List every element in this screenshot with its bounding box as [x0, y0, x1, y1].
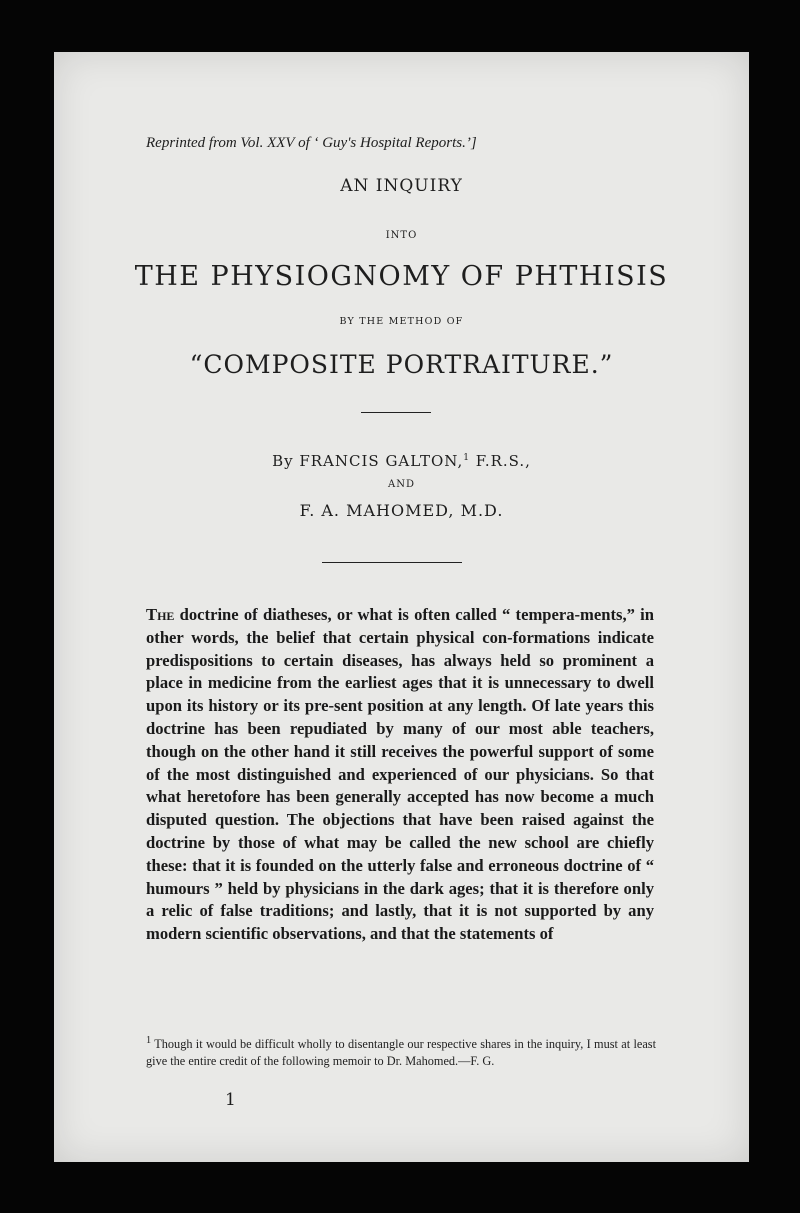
- and-word: AND: [388, 479, 415, 490]
- body-first-word: The: [146, 605, 175, 624]
- reprint-note: Reprinted from Vol. XXV of ‘ Guy's Hospital Reports.’]: [146, 135, 477, 151]
- footnote-text: Though it would be difficult wholly to disentangle our respective shares in the inquiry, I must at least give the entire credit of the following memoir to Dr. Mahomed.—F. G.: [146, 1037, 656, 1069]
- author-divider: [322, 562, 462, 563]
- author-mahomed: F. A. MAHOMED, M.D.: [299, 501, 504, 520]
- title-divider: [361, 412, 431, 413]
- author-galton-suffix: F.R.S.,: [469, 452, 531, 470]
- page-number: 1: [225, 1090, 236, 1110]
- body-paragraph: [146, 604, 654, 946]
- author-line-1: [54, 452, 749, 470]
- footnote-mark: 1: [146, 1035, 152, 1046]
- title-into: INTO: [385, 230, 418, 241]
- title-an-inquiry: AN INQUIRY: [340, 176, 463, 196]
- title-composite-portraiture: “COMPOSITE PORTRAITURE.”: [189, 350, 614, 379]
- body-text: doctrine of diatheses, or what is often called “ tempera-ments,” in other words, the belief that certain physical con-formations indicate predispositions to certain diseases, has always held so prominent a place in medicine from the earliest ages that it is unnecessary to dwell upon its history or its pre-sent position at any length. Of late years this doctrine has been repudiated by many of our most able teachers, though on the other hand it still receives the powerful support of some of the most distinguished and experienced of our physicians. So that what heretofore has been generally accepted has now become a much disputed question. The objections that have been raised against the doctrine by those of what may be called the new school are chiefly these: that it is founded on the utterly false and erroneous doctrine of “ humours ” held by physicians in the dark ages; that it is therefore only a relic of false traditions; and lastly, that it is not supported by any modern scientific observations, and that the statements of: [146, 605, 654, 944]
- title-by-method: BY THE METHOD OF: [339, 316, 464, 327]
- footnote: [146, 1032, 656, 1070]
- by-word: By: [272, 452, 294, 470]
- main-title: THE PHYSIOGNOMY OF PHTHISIS: [134, 261, 669, 292]
- author-galton: FRANCIS GALTON,: [299, 452, 464, 470]
- footnote-ref: 1: [463, 453, 470, 463]
- document-page: [54, 52, 749, 1162]
